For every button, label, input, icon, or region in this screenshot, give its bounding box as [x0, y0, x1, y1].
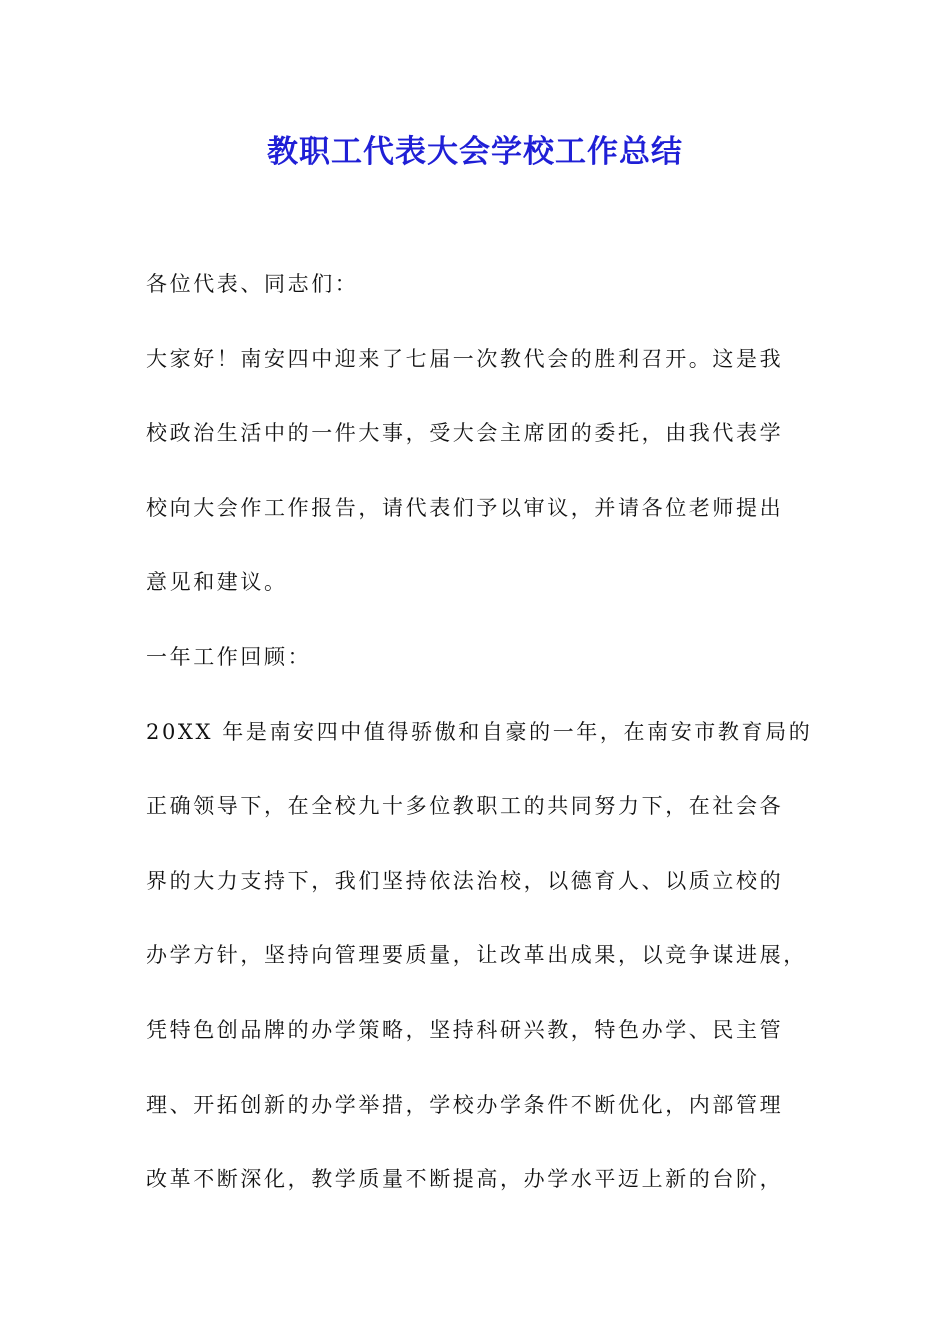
paragraph-line: 校政治生活中的一件大事，受大会主席团的委托，由我代表学: [146, 421, 784, 446]
document-body: [146, 262, 811, 1232]
paragraph-line: 改革不断深化，教学质量不断提高，办学水平迈上新的台阶，: [146, 1167, 784, 1192]
document-title: 教职工代表大会学校工作总结: [267, 134, 683, 170]
paragraph-line: 凭特色创品牌的办学策略，坚持科研兴教，特色办学、民主管: [146, 1017, 784, 1042]
section-heading-line: 一年工作回顾：: [146, 644, 312, 669]
paragraph-line: 正确领导下，在全校九十多位教职工的共同努力下，在社会各: [146, 794, 784, 819]
paragraph-line: 界的大力支持下，我们坚持依法治校，以德育人、以质立校的: [146, 868, 784, 893]
paragraph-line: 校向大会作工作报告，请代表们予以审议，并请各位老师提出: [146, 495, 784, 520]
paragraph-line: 大家好！南安四中迎来了七届一次教代会的胜利召开。这是我: [146, 346, 784, 371]
paragraph-line: 意见和建议。: [146, 570, 288, 595]
salutation-line: 各位代表、同志们：: [146, 272, 359, 296]
paragraph-line: 理、开拓创新的办学举措，学校办学条件不断优化，内部管理: [146, 1092, 784, 1117]
paragraph-line: 20XX 年是南安四中值得骄傲和自豪的一年，在南安市教育局的: [146, 719, 813, 744]
paragraph-line: 办学方针，坚持向管理要质量，让改革出成果，以竞争谋进展，: [146, 943, 807, 968]
